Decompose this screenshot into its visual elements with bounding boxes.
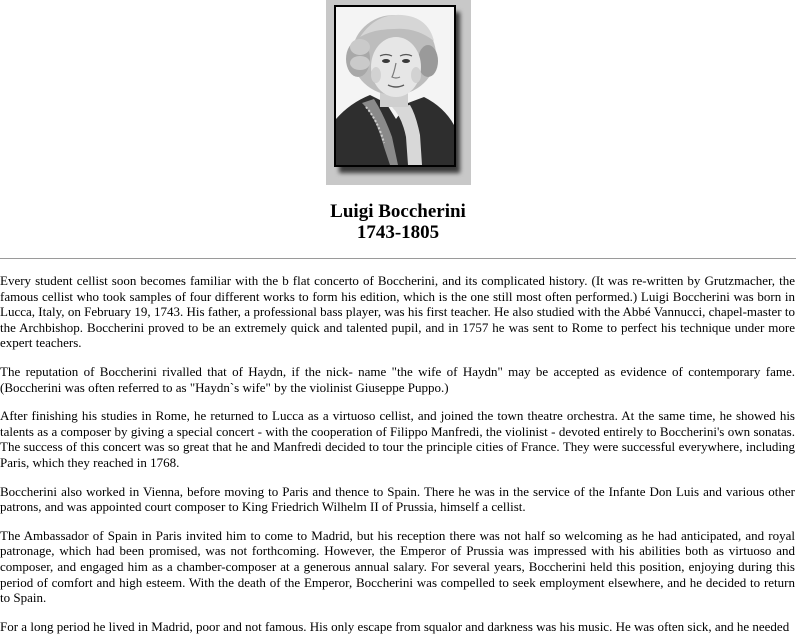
composer-dates: 1743-1805 — [356, 222, 440, 243]
paragraph-intro: Every student cellist soon becomes familiar with the b flat concerto of Boccherini, and its complicated history. (It was re-written by Grutzmacher, the famous cellist who took samples of four different works to form his edition, which is the one still most often performed.) Luigi Boccherini was born in Lucca, Italy, on February 19, 1743. His father, a professional bass player, was his first teacher. He also studied with the Abbé Vannucci, chapel-master to the Archbishop. Boccherini proved to be an extremely quick and talented pupil, and in 1757 he was sent to Rome to perfect his technique under more expert teachers. — [0, 273, 795, 351]
paragraph-early-career: After finishing his studies in Rome, he returned to Lucca as a virtuoso cellist, and joined the town theatre orchestra. At the same time, he showed his talents as a composer by giving a special concert - with the cooperation of Filippo Manfredi, the violinist - devoted entirely to Boccherini's own sonatas. The success of this concert was so great that he and Manfredi decided to tour the principle cities of France. They were successful everywhere, including Paris, which they reached in 1768. — [0, 408, 795, 470]
paragraph-madrid-prussia: The Ambassador of Spain in Paris invited him to come to Madrid, but his reception there was not half so welcoming as he had anticipated, and royal patronage, which had been promised, was not forthcoming. However, the Emperor of Prussia was impressed with his abilities both as virtuoso and composer, and engaged him as a chamber-composer at a generous annual salary. For several years, Boccherini held this position, enjoying during this period of comfort and high esteem. With the death of the Emperor, Boccherini was compelled to seek employment elsewhere, and he decided to return to Spain. — [0, 527, 795, 606]
composer-name: Luigi Boccherini — [330, 201, 466, 222]
portrait-illustration-icon — [336, 7, 454, 165]
biography-content — [0, 273, 796, 634]
page-heading — [0, 201, 796, 243]
portrait-container — [0, 0, 796, 185]
portrait-image — [334, 5, 456, 167]
horizontal-divider — [0, 258, 796, 259]
portrait-frame — [326, 0, 471, 185]
paragraph-vienna-spain: Boccherini also worked in Vienna, before moving to Paris and thence to Spain. There he was in the service of the Infante Don Luis and various other patrons, and was appointed court composer to King Friedrich Wilhelm II of Prussia, himself a cellist. — [0, 483, 795, 515]
paragraph-later-life: For a long period he lived in Madrid, poor and not famous. His only escape from squalor and darkness was his music. He was often sick, and he needed — [0, 618, 790, 634]
paragraph-reputation: The reputation of Boccherini rivalled that of Haydn, if the nick- name "the wife of Haydn" may be accepted as evidence of contemporary fame. (Boccherini was often referred to as "Haydn`s wife" by the violinist Giuseppe Puppo.) — [0, 363, 795, 395]
